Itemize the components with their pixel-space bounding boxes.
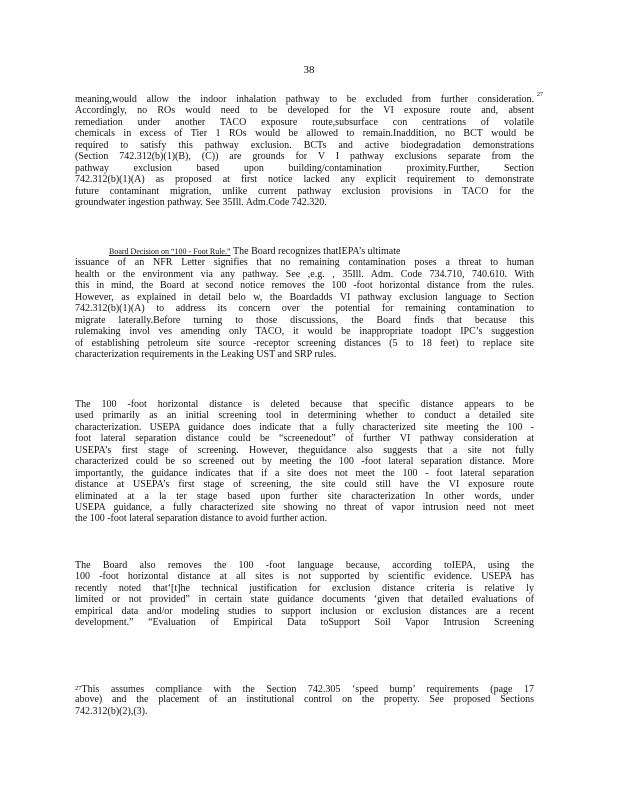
footnote-number: 27 [75,685,82,692]
footnote-line: 742.312(b)(2),(3). [75,705,148,717]
text-line: foot lateral separation distance could be “screenedout” of further VI pathway consideration at [75,433,534,445]
text-line: health or the environment via any pathway. See ,e.g. , 35Ill. Adm. Code 734.710, 740.610. With [75,268,534,280]
text-line: limited or not provided” in certain state guidance documents ‘given that detailed evaluations of [75,594,534,606]
footnote-line: above) and the placement of an institutional control on the property. See proposed Sections [75,694,534,706]
text-line: pathway exclusion based upon building/contamination proximity.Further, Section [75,162,534,174]
text-line: required to satisfy this pathway exclusion. BCTs and active biodegradation demonstrations [75,139,534,151]
text-line: characterization requirements in the Leaking UST and SRP rules. [75,348,337,360]
text-line: of establishing petroleum site source -receptor screening distances (5 to 18 feet) to replace site [75,337,534,349]
text-line: characterized could be so screened out by meeting the 100 -foot lateral separation distance. More [75,456,534,468]
footnote-marker: 27 [537,92,543,98]
text-line [75,246,534,257]
text-line: this in mind, the Board at second notice removes the 100 -foot horizontal distance from the rules. [75,280,534,292]
text-line: The 100 -foot horizontal distance is deleted because that specific distance appears to be [75,399,534,410]
text-line: recently noted that‘[t]he technical justification for exclusion distance criteria is relative ly [75,582,534,594]
text-line: groundwater ingestion pathway. See 35Ill. Adm.Code 742.320. [75,196,327,208]
paragraph-100-foot-deleted [75,399,534,525]
text-line: rulemaking invol ves amending only TACO, it would be inappropriate toadopt IPC’s suggestion [75,326,534,338]
text-line: distance at USEPA’s first stage of screening, the site could still have the VI exposure route [75,479,534,491]
page-number: 38 [303,64,315,76]
text-line: 742.312(b)(1)(A) to address its concern over the potential for remaining contamination to [75,303,534,315]
text-line: eliminated at a la ter stage based upon further site characterization In other words, under [75,490,534,502]
footnote [75,683,534,717]
text-line: development.” “Evaluation of Empirical Data toSupport Soil Vapor Intrusion Screening [75,617,534,629]
text-line: remediation under another TACO exposure route,subsurface con centrations of volatile [75,116,534,128]
text-line: However, as explained in detail belo w, the Boardadds VI pathway exclusion language to Section [75,291,534,303]
text-line: USEPA’s first stage of screening. However, theguidance also suggests that a site not fully [75,444,534,456]
text-line: Accordingly, no ROs would need to be developed for the VI exposure route and, absent [75,105,534,117]
paragraph-board-decision [75,246,534,360]
text-line: future contaminant migration, unlike current pathway exclusion provisions in TACO for the [75,185,534,197]
text-line: empirical data and/or modeling studies to support inclusion or exclusion distances are a recent [75,605,534,617]
text-line: 100 -foot horizontal distance at all sites is not supported by scientific evidence. USEPA has [75,571,534,583]
text-line: The Board also removes the 100 -foot language because, according toIEPA, using the [75,560,534,571]
paragraph-pathway-exclusion [75,94,534,208]
text-line: chemicals in excess of Tier 1 ROs would be allowed to remain.Inaddition, no BCT would be [75,128,534,140]
text-line: used primarily as an initial screening tool in determining whether to conduct a detailed site [75,410,534,422]
section-heading: Board Decision on “100 - Foot Rule.” [109,247,231,256]
text-line: USEPA guidance, a fully characterized site showing no threat of vapor intrusion need not meet [75,501,534,513]
text-line: migrate laterally.Before turning to those discussions, the Board finds that because this [75,314,534,326]
paragraph-100-foot-language [75,560,534,629]
text-line: characterization. USEPA guidance does indicate that a fully characterized site meeting the 100 - [75,421,534,433]
text-line: meaning,would allow the indoor inhalation pathway to be excluded from further consideration. [75,94,534,105]
text-line: issuance of an NFR Letter signifies that no remaining contamination poses a threat to human [75,257,534,269]
text-line: importantly, the guidance indicates that if a site does not meet the 100 - foot lateral separation [75,467,534,479]
text-line: 742.312(b)(1)(A) as proposed at first notice lacked any explicit requirement to demonstrate [75,174,534,186]
text-line: the 100 -foot lateral separation distance to avoid further action. [75,513,328,525]
heading-continuation: The Board recognizes thatIEPA’s ultimate [233,246,401,257]
footnote-line: $^{27}$This assumes compliance with the Section 742.305 ‘speed bump’ requirements (page 17 [75,684,534,695]
text-line: (Section 742.312(b)(1)(B), (C)) are grounds for V I pathway exclusions separate from the [75,151,534,163]
